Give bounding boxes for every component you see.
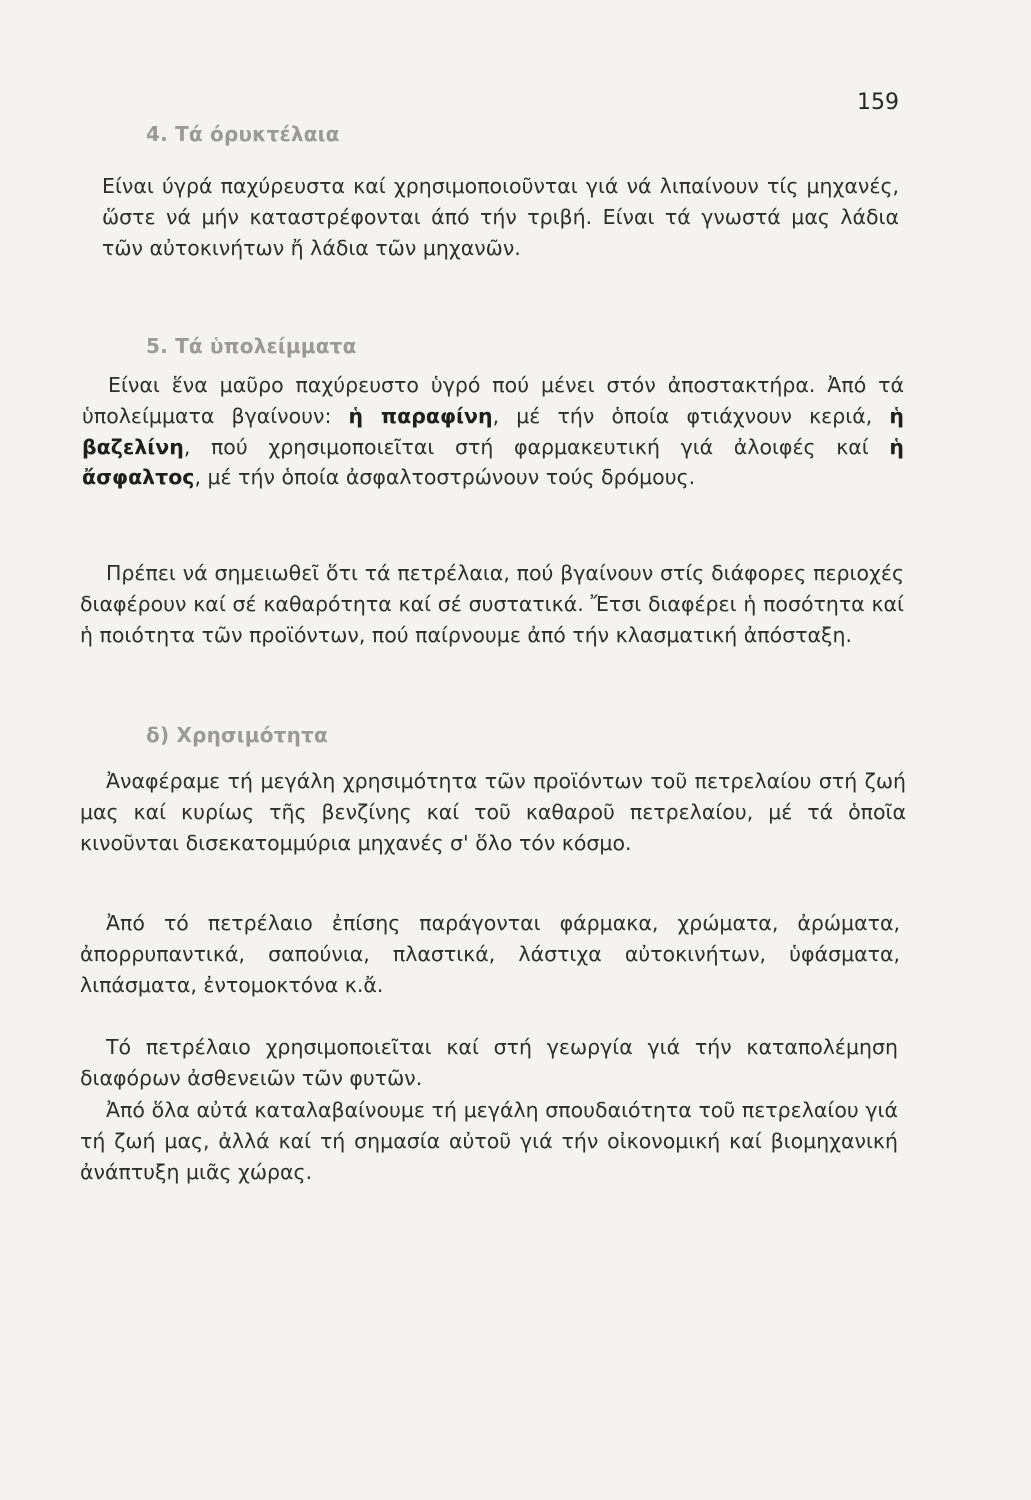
residues-text-2: , μέ τήν ὁποία φτιάχνουν κεριά, [492,403,890,428]
paragraph-residues [82,370,904,493]
section-heading-lubricants: 4. Τά όρυκτέλαια [146,122,340,146]
term-vaseline: ἡ βαζελίνη [82,403,904,459]
section-heading-usefulness: δ) Χρησιμότητα [146,723,328,747]
paragraph-usefulness-2: Ἀπό τό πετρέλαιο ἐπίσης παράγονται φάρμακα, χρώματα, ἀρώματα, ἀπορρυπαντικά, σαπούνια, πλαστικά, λάστιχα αὐτοκινήτων, ὑφάσματα, λιπάσματα, ἐντομοκτόνα κ.ἄ. [80,911,900,997]
section-heading-residues: 5. Τά ὑπολείμματα [146,334,357,358]
page-number: 159 [857,90,899,115]
paragraph-usefulness-3: Τό πετρέλαιο χρησιμοποιεῖται καί στή γεωργία γιά τήν καταπολέμηση διαφόρων ἀσθενειῶν τῶν φυτῶν. [80,1035,898,1090]
residues-text-4: , μέ τήν ὁποία ἀσφαλτοστρώνουν τούς δρόμους. [194,465,696,490]
term-asphalt: ἡ ἄσφαλτος [82,434,904,490]
residues-text-1: Είναι ἕνα μαῦρο παχύρευστο ὑγρό πού μένει στόν ἀποστακτήρα. Ἀπό τά ὑπολείμματα βγαίνουν: [82,373,904,428]
paragraph-usefulness-4: Ἀπό ὅλα αὐτά καταλαβαίνουμε τή μεγάλη σπουδαιότητα τοῦ πετρελαίου γιά τή ζωή μας, ἀλλά καί τή σημασία αὐτοῦ γιά τήν οἰκονομική καί βιομηχανική ἀνάπτυξη μιᾶς χώρας. [80,1098,898,1184]
paragraph-usefulness-1: Ἀναφέραμε τή μεγάλη χρησιμότητα τῶν προϊόντων τοῦ πετρελαίου στή ζωή μας καί κυρίως τῆς βενζίνης καί τοῦ καθαροῦ πετρελαίου, μέ τά ὁποῖα κινοῦνται δισεκατομμύρια μηχανές σ' ὅλο τόν κόσμο. [80,769,906,855]
term-paraffin: ἡ παραφίνη [348,403,493,428]
residues-text-3: , πού χρησιμοποιεῖται στή φαρμακευτική γιά ἀλοιφές καί [183,434,890,459]
paragraph-lubricants: Είναι ύγρά παχύρευστα καί χρησιμοποιοῦνται γιά νά λιπαίνουν τίς μηχανές, ὥστε νά μήν καταστρέφονται άπό τήν τριβή. Είναι τά γνωστά μας λάδια τῶν αὐτοκινήτων ἤ λάδια τῶν μηχανῶν. [102,174,899,260]
paragraph-petroleum-differences: Πρέπει νά σημειωθεῖ ὅτι τά πετρέλαια, πού βγαίνουν στίς διάφορες περιοχές διαφέρουν καί σέ καθαρότητα καί σέ συστατικά. Ἔτσι διαφέρει ἡ ποσότητα καί ἡ ποιότητα τῶν προϊόντων, πού παίρνουμε ἀπό τήν κλασματική ἀπόσταξη. [80,561,904,647]
